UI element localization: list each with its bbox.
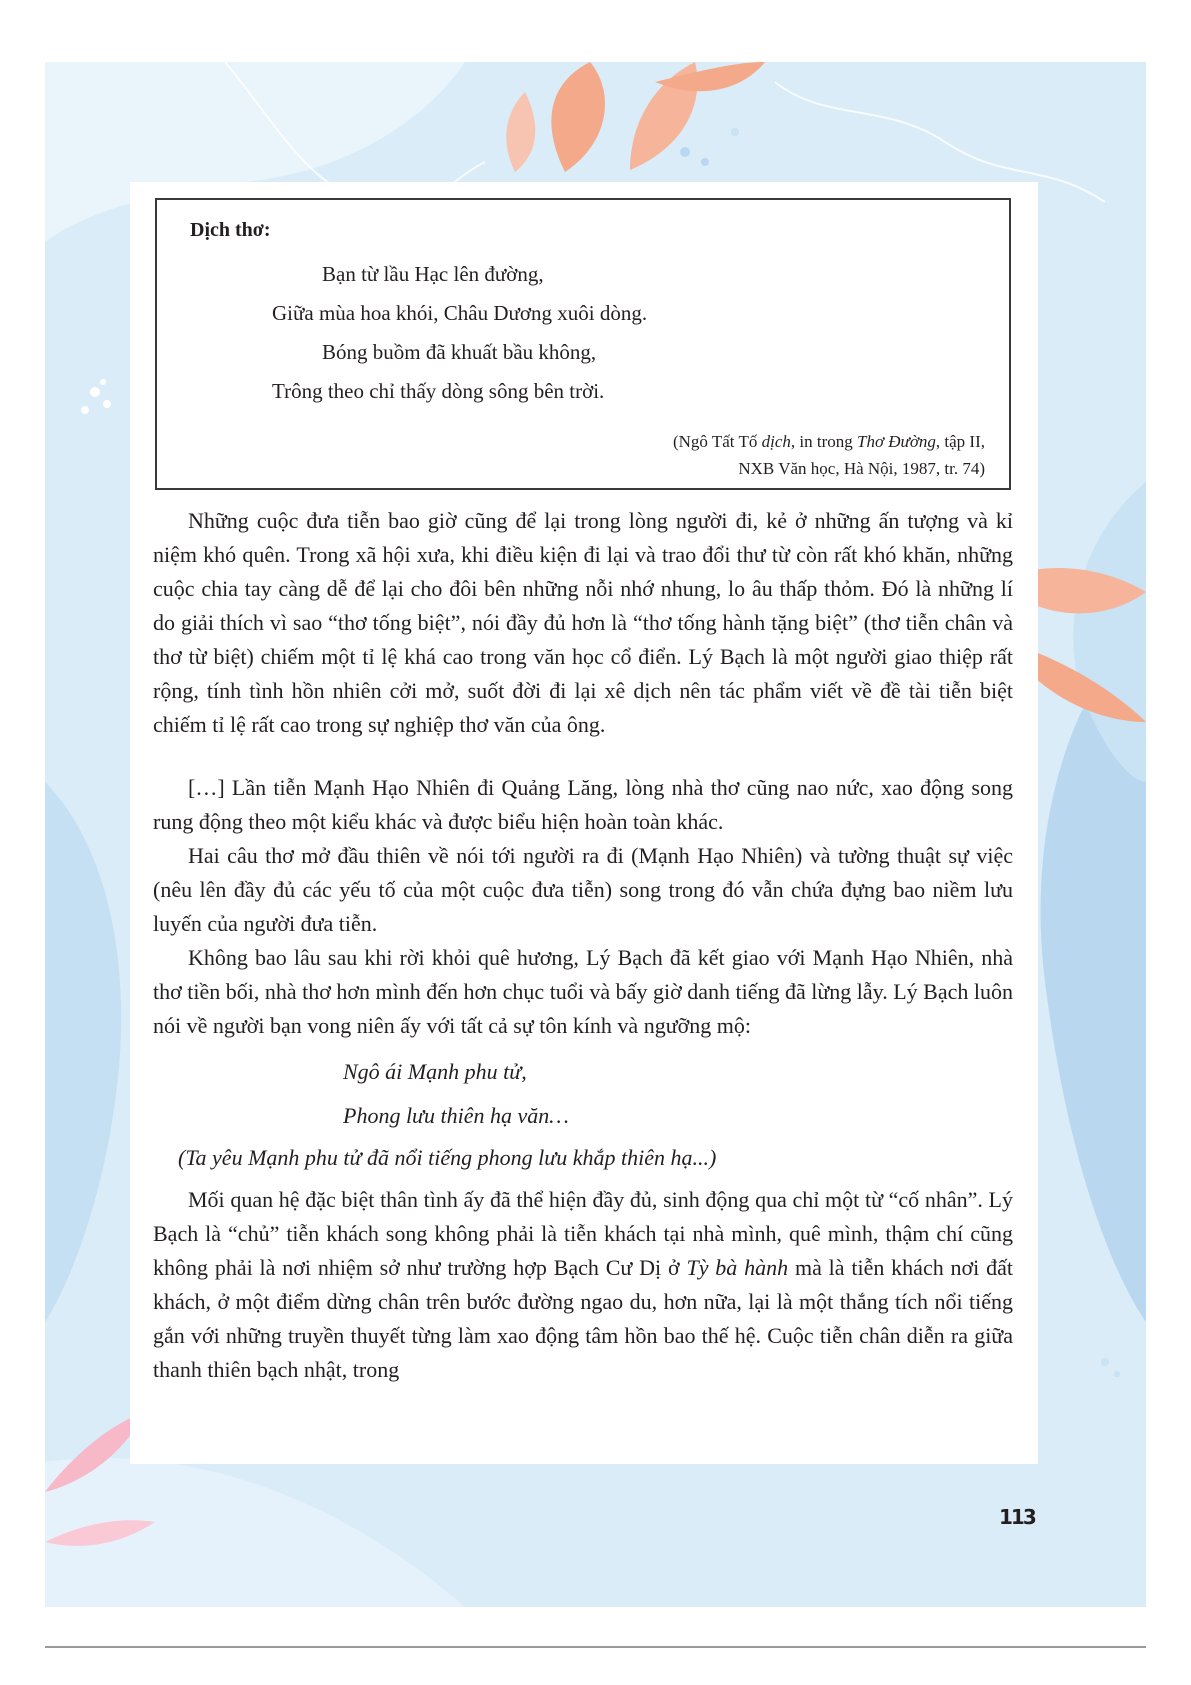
verse-translation: (Ta yêu Mạnh phu tử đã nổi tiếng phong lưu khắp thiên hạ...) — [178, 1145, 717, 1170]
poem-heading: Dịch thơ: — [190, 219, 271, 241]
verse-line: Phong lưu thiên hạ văn… — [343, 1103, 569, 1128]
paragraph: Hai câu thơ mở đầu thiên về nói tới người ra đi (Mạnh Hạo Nhiên) và tường thuật sự việc (nêu lên đầy đủ các yếu tố của một cuộc đưa tiễn) song trong đó vẫn chứa đựng bao niềm lưu luyến của người đưa tiễn. — [153, 843, 1013, 936]
page-number: 113 — [999, 1505, 1035, 1529]
poem-line: Bạn từ lầu Hạc lên đường, — [322, 262, 544, 286]
petal-3 — [655, 62, 765, 91]
poem-line: Bóng buồm đã khuất bầu không, — [322, 340, 597, 364]
footer-rule — [45, 1646, 1146, 1648]
citation-line-2: NXB Văn học, Hà Nội, 1987, tr. 74) — [738, 459, 985, 478]
verse-line: Ngô ái Mạnh phu tử, — [343, 1059, 527, 1084]
paragraph: Mối quan hệ đặc biệt thân tình ấy đã thể hiện đầy đủ, sinh động qua chỉ một từ “cố nhân”. Lý Bạch là “chủ” tiễn khách song không phải là tiễn khách tại nhà mình, quê mình, thậm chí cũng không phải là nơi nhiệm sở như trường hợp Bạch Cư Dị ở Tỳ bà hành mà là tiễn khách nơi đất khách, ở một điểm dừng chân trên bước đường ngao du, hơn nữa, lại là một thắng tích nổi tiếng gắn với những truyền thuyết từng làm xao động tâm hồn bao thế hệ. Cuộc tiễn chân diễn ra giữa thanh thiên bạch nhật, trong — [153, 1187, 1013, 1382]
poem-translation-box — [155, 198, 1011, 490]
content-card — [130, 182, 1038, 1464]
paragraph: Không bao lâu sau khi rời khỏi quê hương, Lý Bạch đã kết giao với Mạnh Hạo Nhiên, nhà thơ tiền bối, nhà thơ hơn mình đến hơn chục tuổi và bấy giờ danh tiếng đã lừng lẫy. Lý Bạch luôn nói về người bạn vong niên ấy với tất cả sự tôn kính và ngưỡng mộ: — [153, 945, 1013, 1038]
poem-citation — [673, 428, 985, 482]
paragraph: […] Lần tiễn Mạnh Hạo Nhiên đi Quảng Lăng, lòng nhà thơ cũng nao nức, xao động song rung động theo một kiểu khác và được biểu hiện hoàn toàn khác. — [153, 775, 1013, 834]
poem-line: Trông theo chỉ thấy dòng sông bên trời. — [272, 379, 605, 403]
petal-1 — [551, 62, 605, 172]
poem-line: Giữa mùa hoa khói, Châu Dương xuôi dòng. — [272, 301, 648, 325]
blob-left-lower — [45, 782, 121, 1322]
petal-4 — [506, 92, 535, 172]
paragraph: Những cuộc đưa tiễn bao giờ cũng để lại trong lòng người đi, kẻ ở những ấn tượng và kỉ niệm khó quên. Trong xã hội xưa, khi điều kiện đi lại và trao đổi thư từ còn rất khó khăn, những cuộc chia tay càng dễ để lại cho đôi bên những nỗi nhớ nhung, lo âu thấp thỏm. Đó là những lí do giải thích vì sao “thơ tống biệt”, nói đầy đủ hơn là “thơ tống hành tặng biệt” (thơ tiễn chân và thơ từ biệt) chiếm một tỉ lệ khá cao trong văn học cổ điển. Lý Bạch là một người giao thiệp rất rộng, tính tình hồn nhiên cởi mở, suốt đời đi lại xê dịch nên tác phẩm viết về đề tài tiễn biệt chiếm tỉ lệ rất cao trong sự nghiệp thơ văn của ông. — [153, 508, 1013, 737]
citation-line-1: (Ngô Tất Tố dịch, in trong Thơ Đường, tập II, — [672, 432, 985, 451]
